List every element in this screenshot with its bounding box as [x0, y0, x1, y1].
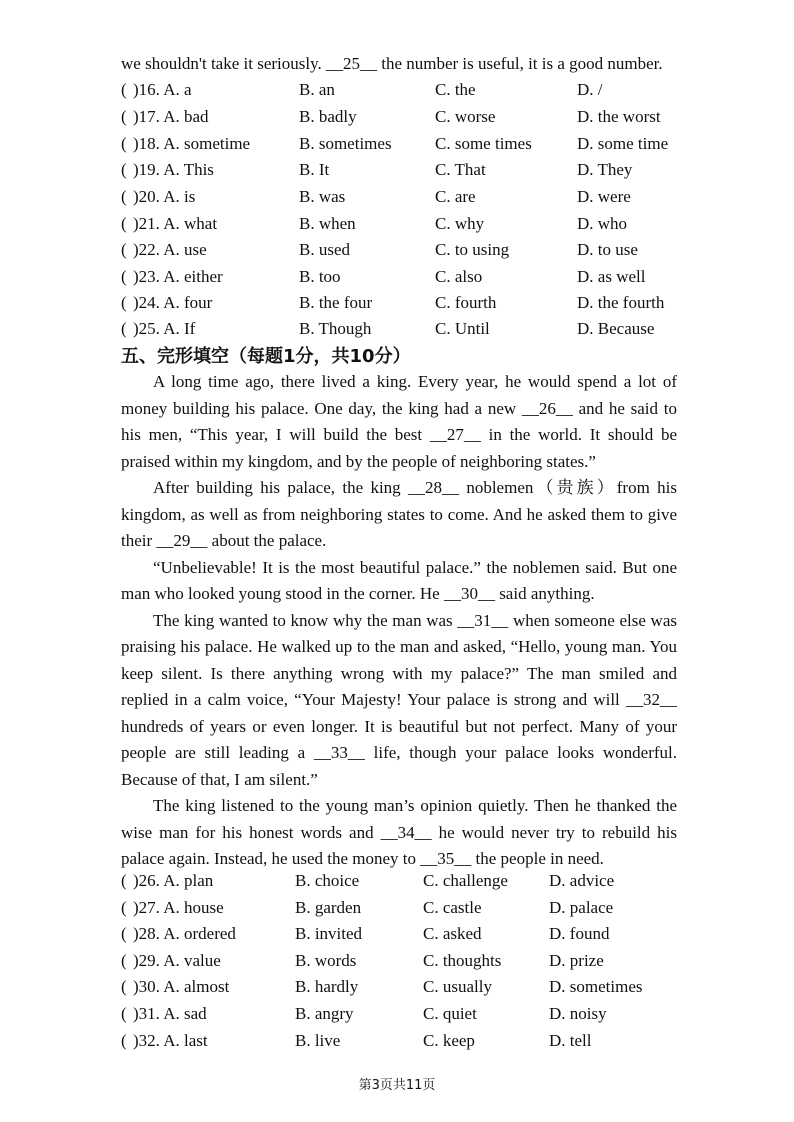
answer-bracket[interactable]: ( — [121, 1031, 127, 1050]
answer-bracket[interactable]: ( — [121, 107, 127, 126]
question-18 — [121, 134, 681, 158]
answer-bracket[interactable]: ( — [121, 134, 127, 153]
option-d: D. as well — [577, 267, 646, 286]
answer-bracket[interactable]: ( — [121, 871, 127, 890]
option-d: D. noisy — [549, 1004, 607, 1023]
option-a: )21. A. what — [133, 214, 218, 233]
option-b: B. an — [299, 80, 335, 99]
option-b: B. garden — [295, 898, 362, 917]
answer-bracket[interactable]: ( — [121, 187, 127, 206]
option-d: D. tell — [549, 1031, 592, 1050]
option-c: C. asked — [423, 924, 482, 943]
option-a: )22. A. use — [133, 240, 207, 259]
option-b: B. sometimes — [299, 134, 392, 153]
option-c: C. some times — [435, 134, 532, 153]
option-c: C. are — [435, 187, 476, 206]
answer-bracket[interactable]: ( — [121, 1004, 127, 1023]
option-a: )16. A. a — [133, 80, 192, 99]
question-19 — [121, 160, 681, 184]
section-title-cloze: 五、完形填空（每题1分，共10分） — [121, 346, 411, 367]
option-b: B. used — [299, 240, 350, 259]
option-a: )32. A. last — [133, 1031, 208, 1050]
option-d: D. palace — [549, 898, 614, 917]
option-b: B. the four — [299, 293, 373, 312]
option-a: )23. A. either — [133, 267, 223, 286]
answer-bracket[interactable]: ( — [121, 951, 127, 970]
option-b: B. too — [299, 267, 341, 286]
question-27 — [121, 898, 681, 922]
question-23 — [121, 267, 681, 291]
option-c: C. usually — [423, 977, 492, 996]
option-d: D. / — [577, 80, 603, 99]
option-b: B. choice — [295, 871, 360, 890]
question-31 — [121, 1004, 681, 1028]
answer-bracket[interactable]: ( — [121, 319, 127, 338]
answer-bracket[interactable]: ( — [121, 80, 127, 99]
answer-bracket[interactable]: ( — [121, 898, 127, 917]
option-c: C. That — [435, 160, 486, 179]
option-a: )19. A. This — [133, 160, 214, 179]
option-c: C. Until — [435, 319, 490, 338]
option-c: C. worse — [435, 107, 496, 126]
option-d: D. who — [577, 214, 628, 233]
option-c: C. fourth — [435, 293, 497, 312]
option-a: )26. A. plan — [133, 871, 214, 890]
passage-paragraph-5: The king listened to the young man’s opinion quietly. Then he thanked the wise man for his honest words and __34__ he would never try to rebuild his palace again. Instead, he used the money to __35__ the people in need. — [121, 796, 677, 868]
passage-paragraph-4: The king wanted to know why the man was __31__ when someone else was praising his palace. He walked up to the man and asked, “Hello, young man. You keep silent. Is there anything wrong with my palace?” The man smiled and replied in a calm voice, “Your Majesty! Your palace is strong and will __32__ hundreds of years or even longer. It is beautiful but not perfect. Many of your people are still leading a __33__ life, though your palace looks wonderful. Because of that, I am silent.” — [121, 610, 677, 789]
question-25 — [121, 319, 681, 343]
question-22 — [121, 240, 681, 264]
option-b: B. Though — [299, 319, 372, 338]
option-c: C. keep — [423, 1031, 475, 1050]
option-b: B. badly — [299, 107, 357, 126]
option-a: )24. A. four — [133, 293, 213, 312]
option-d: D. were — [577, 187, 631, 206]
option-c: C. thoughts — [423, 951, 502, 970]
question-32 — [121, 1031, 681, 1055]
cloze-passage — [121, 369, 677, 873]
option-b: B. hardly — [295, 977, 359, 996]
option-d: D. the worst — [577, 107, 661, 126]
answer-bracket[interactable]: ( — [121, 293, 127, 312]
option-d: D. advice — [549, 871, 615, 890]
option-c: C. castle — [423, 898, 482, 917]
option-a: )20. A. is — [133, 187, 196, 206]
continued-passage-line: we shouldn't take it seriously. __25__ the number is useful, it is a good number. — [121, 54, 663, 73]
option-a: )29. A. value — [133, 951, 221, 970]
passage-paragraph-2: After building his palace, the king __28__ noblemen（贵族）from his kingdom, as well as from neighboring states to come. And he asked them to give their __29__ about the palace. — [121, 478, 677, 550]
answer-bracket[interactable]: ( — [121, 267, 127, 286]
passage-paragraph-1: A long time ago, there lived a king. Every year, he would spend a lot of money building his palace. One day, the king had a new __26__ and he said to his men, “This year, I will build the best __27__ in the world. It should be praised within my kingdom, and by the people of neighboring states.” — [121, 372, 677, 471]
option-a: )27. A. house — [133, 898, 224, 917]
page-number: 第3页共11页 — [358, 1078, 436, 1093]
option-b: B. invited — [295, 924, 363, 943]
option-d: D. some time — [577, 134, 669, 153]
option-b: B. was — [299, 187, 346, 206]
option-b: B. live — [295, 1031, 341, 1050]
option-d: D. found — [549, 924, 610, 943]
option-a: )17. A. bad — [133, 107, 209, 126]
option-c: C. also — [435, 267, 483, 286]
option-d: D. to use — [577, 240, 638, 259]
option-c: C. the — [435, 80, 476, 99]
option-a: )25. A. If — [133, 319, 196, 338]
question-26 — [121, 871, 681, 895]
answer-bracket[interactable]: ( — [121, 160, 127, 179]
option-d: D. the fourth — [577, 293, 665, 312]
option-b: B. words — [295, 951, 357, 970]
question-16 — [121, 80, 681, 104]
question-20 — [121, 187, 681, 211]
question-30 — [121, 977, 681, 1001]
question-28 — [121, 924, 681, 948]
option-d: D. prize — [549, 951, 604, 970]
option-a: )28. A. ordered — [133, 924, 236, 943]
option-a: )31. A. sad — [133, 1004, 207, 1023]
option-c: C. why — [435, 214, 485, 233]
option-c: C. to using — [435, 240, 510, 259]
question-17 — [121, 107, 681, 131]
option-b: B. angry — [295, 1004, 354, 1023]
option-a: )30. A. almost — [133, 977, 230, 996]
passage-paragraph-3: “Unbelievable! It is the most beautiful palace.” the noblemen said. But one man who looked young stood in the corner. He __30__ said anything. — [121, 557, 677, 603]
question-21 — [121, 214, 681, 238]
option-c: C. challenge — [423, 871, 508, 890]
answer-bracket[interactable]: ( — [121, 214, 127, 233]
answer-bracket[interactable]: ( — [121, 924, 127, 943]
option-d: D. They — [577, 160, 633, 179]
answer-bracket[interactable]: ( — [121, 977, 127, 996]
option-d: D. sometimes — [549, 977, 643, 996]
question-29 — [121, 951, 681, 975]
option-b: B. when — [299, 214, 356, 233]
answer-bracket[interactable]: ( — [121, 240, 127, 259]
question-24 — [121, 293, 681, 317]
option-b: B. It — [299, 160, 330, 179]
option-a: )18. A. sometime — [133, 134, 251, 153]
option-d: D. Because — [577, 319, 655, 338]
option-c: C. quiet — [423, 1004, 477, 1023]
